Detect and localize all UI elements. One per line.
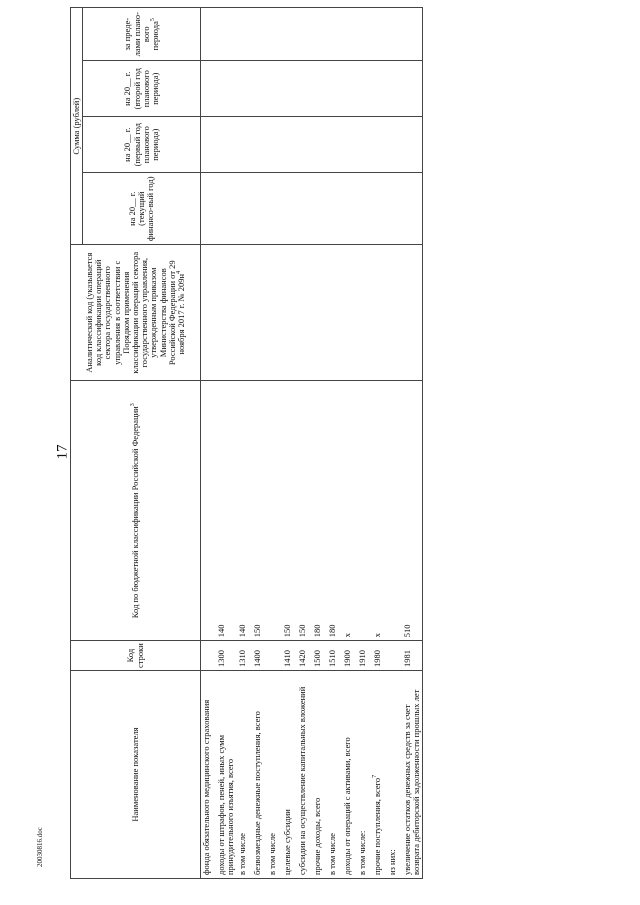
row-bk-code: 150 [282,381,297,641]
row-bk-code: 180 [327,381,342,641]
row-sum-beyond [237,8,252,61]
row-sum-plan2 [342,61,357,117]
table-row [297,8,312,879]
row-sum-plan1 [297,117,312,173]
header-sum: Сумма (рублей) [71,8,83,245]
row-name: в том числе: [357,671,372,879]
row-analytic-code [282,245,297,381]
row-bk-code: 140 [237,381,252,641]
row-bk-code [201,381,217,641]
table-row [327,8,342,879]
row-bk-code: 150 [297,381,312,641]
row-bk-code: 180 [312,381,327,641]
table-header [71,8,201,879]
row-sum-plan2 [327,61,342,117]
row-sum-beyond [297,8,312,61]
header-analytic-code: Аналитический код (указывается код классификации операций сектора государственного управления в соответствии с Порядком применения классификации операций сектора государственного управления, утвержденным приказом Министерства финансов Российской Федерации от 29 ноября 2017 г. № $209н^4$ [71,245,201,381]
row-sum-plan2 [297,61,312,117]
row-sum-plan1 [267,117,282,173]
row-analytic-code [252,245,267,381]
row-sum-current [282,173,297,245]
row-code: 1981 [402,641,423,671]
row-analytic-code [201,245,217,381]
row-sum-current [312,173,327,245]
table-row [357,8,372,879]
row-sum-plan2 [252,61,267,117]
header-code: Код строки [71,641,201,671]
table-row [372,8,387,879]
row-sum-beyond [357,8,372,61]
row-analytic-code [237,245,252,381]
row-bk-code [387,381,402,641]
row-sum-plan2 [312,61,327,117]
row-sum-plan1 [237,117,252,173]
row-sum-current [327,173,342,245]
row-name: прочие поступления, всего$^7$ [372,671,387,879]
row-analytic-code [297,245,312,381]
row-sum-plan2 [216,61,236,117]
row-sum-current [387,173,402,245]
row-sum-beyond [216,8,236,61]
row-code: 1500 [312,641,327,671]
row-sum-current [357,173,372,245]
row-code: 1400 [252,641,267,671]
row-code: 1900 [342,641,357,671]
row-sum-plan2 [267,61,282,117]
row-analytic-code [402,245,423,381]
row-name: субсидии на осуществление капитальных вложений [297,671,312,879]
row-bk-code [357,381,372,641]
header-year-plan1: на 20__ г. (первый год планового периода) [83,117,201,173]
row-code: 1310 [237,641,252,671]
row-bk-code [267,381,282,641]
row-sum-plan1 [402,117,423,173]
row-sum-plan1 [252,117,267,173]
row-sum-beyond [402,8,423,61]
row-bk-code: 510 [402,381,423,641]
row-sum-current [201,173,217,245]
header-year-current: на 20__ г. (текущий финансо-вый год) [83,173,201,245]
row-name: в том числе [237,671,252,879]
row-analytic-code [357,245,372,381]
row-sum-current [342,173,357,245]
row-analytic-code [372,245,387,381]
table-row [402,8,423,879]
header-beyond-plan: за преде-лами плано-вого периода$^5$ [83,8,201,61]
table-row [267,8,282,879]
row-name: целевые субсидии [282,671,297,879]
row-sum-plan2 [201,61,217,117]
row-sum-current [267,173,282,245]
header-name: Наименование показателя [71,671,201,879]
row-code: 1300 [216,641,236,671]
row-name: безвозмездные денежные поступления, всего [252,671,267,879]
row-code [201,641,217,671]
row-sum-current [252,173,267,245]
row-name: из них: [387,671,402,879]
row-sum-plan2 [282,61,297,117]
page-number: 17 [54,444,71,460]
row-name: фонда обязательного медицинского страхования [201,671,217,879]
row-sum-beyond [312,8,327,61]
row-sum-beyond [387,8,402,61]
file-name: 20030816.doc [36,827,44,867]
table-row [216,8,236,879]
row-name: доходы от штрафов, пеней, иных сумм принудительного изъятия, всего [216,671,236,879]
budget-table [70,7,423,879]
row-sum-current [297,173,312,245]
row-code [387,641,402,671]
row-sum-plan1 [372,117,387,173]
row-name: в том числе [327,671,342,879]
row-sum-current [402,173,423,245]
row-code: 1420 [297,641,312,671]
table-row [342,8,357,879]
table-row [282,8,297,879]
row-analytic-code [387,245,402,381]
row-name: доходы от операций с активами, всего [342,671,357,879]
table-row [312,8,327,879]
header-year-plan2: на 20__ г. (второй год планового периода) [83,61,201,117]
row-sum-current [237,173,252,245]
row-sum-beyond [342,8,357,61]
row-analytic-code [312,245,327,381]
row-code [267,641,282,671]
row-sum-beyond [252,8,267,61]
row-sum-beyond [201,8,217,61]
row-sum-plan2 [387,61,402,117]
row-sum-plan1 [342,117,357,173]
header-bk-code: Код по бюджетной классификации Российской Федерации$^3$ [71,381,201,641]
row-bk-code: x [372,381,387,641]
row-sum-plan1 [387,117,402,173]
row-sum-plan2 [237,61,252,117]
row-sum-plan1 [282,117,297,173]
row-analytic-code [342,245,357,381]
row-code: 1980 [372,641,387,671]
row-bk-code: 150 [252,381,267,641]
row-code: 1410 [282,641,297,671]
row-sum-current [372,173,387,245]
row-analytic-code [216,245,236,381]
table-row [201,8,217,879]
row-sum-plan2 [402,61,423,117]
row-sum-beyond [282,8,297,61]
row-sum-plan1 [357,117,372,173]
row-analytic-code [267,245,282,381]
row-sum-beyond [327,8,342,61]
row-name: увеличение остатков денежных средств за счет возврата дебиторской задолженности прошлых лет [402,671,423,879]
table-row [252,8,267,879]
row-sum-plan1 [216,117,236,173]
row-sum-current [216,173,236,245]
row-sum-beyond [372,8,387,61]
row-sum-plan1 [201,117,217,173]
row-code: 1910 [357,641,372,671]
table-body [201,8,423,879]
row-sum-plan2 [372,61,387,117]
row-sum-plan1 [327,117,342,173]
row-name: прочие доходы, всего [312,671,327,879]
row-sum-plan1 [312,117,327,173]
row-analytic-code [327,245,342,381]
row-sum-plan2 [357,61,372,117]
row-sum-beyond [267,8,282,61]
table-row [237,8,252,879]
row-code: 1510 [327,641,342,671]
row-name: в том числе [267,671,282,879]
row-bk-code: 140 [216,381,236,641]
row-bk-code: x [342,381,357,641]
table-row [387,8,402,879]
